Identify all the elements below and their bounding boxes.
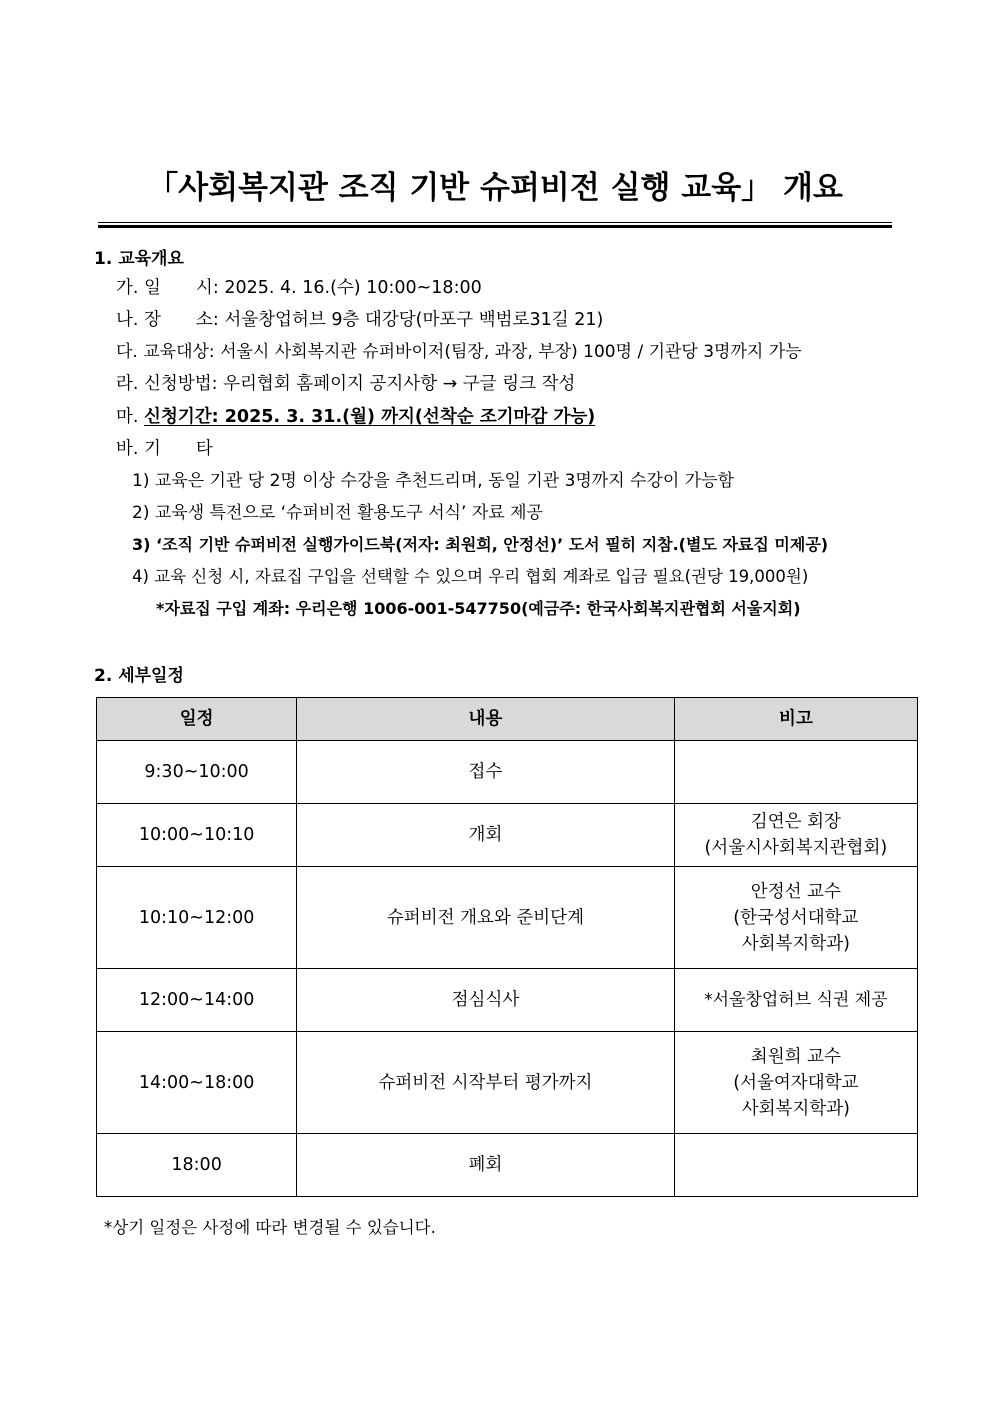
cell-content: 슈퍼비전 시작부터 평가까지: [297, 1032, 674, 1134]
page-title: 「사회복지관 조직 기반 슈퍼비전 실행 교육」 개요: [147, 170, 843, 206]
etc-item-2: 2) 교육생 특전으로 ‘슈퍼비전 활용도구 서식’ 자료 제공: [132, 503, 543, 523]
table-row: [97, 1032, 918, 1134]
table-row: [97, 867, 918, 969]
cell-note: *서울창업허브 식권 제공: [674, 969, 917, 1032]
item-value: 2025. 4. 16.(수) 10:00~18:00: [224, 278, 482, 298]
item-key: 바. 기 타: [116, 439, 213, 459]
overview-item-period: [116, 405, 595, 429]
cell-content: 접수: [297, 741, 674, 804]
section-heading-overview: 1. 교육개요: [94, 249, 184, 269]
cell-time: 12:00~14:00: [97, 969, 297, 1032]
cell-time: 14:00~18:00: [97, 1032, 297, 1134]
item-key: 다. 교육대상:: [116, 342, 215, 362]
etc-item-1: 1) 교육은 기관 당 2명 이상 수강을 추천드리며, 동일 기관 3명까지 수강이 가능함: [132, 471, 734, 491]
table-header-row: [97, 698, 918, 741]
table-row: [97, 804, 918, 867]
overview-item-date: [116, 276, 482, 300]
cell-time: 9:30~10:00: [97, 741, 297, 804]
etc-item-3: 3) ‘조직 기반 슈퍼비전 실행가이드북(저자: 최원희, 안정선)’ 도서 필히 지참.(별도 자료집 미제공): [132, 535, 829, 554]
item-key: 마.: [116, 407, 139, 427]
cell-time: 10:10~12:00: [97, 867, 297, 969]
cell-note: [674, 741, 917, 804]
table-row: [97, 741, 918, 804]
cell-content: 폐회: [297, 1134, 674, 1197]
item-key: 라. 신청방법:: [116, 374, 218, 394]
item-key: 가. 일 시:: [116, 278, 219, 298]
overview-item-method: [116, 372, 575, 396]
etc-item-4: 4) 교육 신청 시, 자료집 구입을 선택할 수 있으며 우리 협회 계좌로 입금 필요(권당 19,000원): [132, 567, 809, 586]
overview-item-place: [116, 308, 603, 332]
item-key: 나. 장 소:: [116, 310, 219, 330]
item-value: 서울창업허브 9층 대강당(마포구 백범로31길 21): [224, 310, 604, 330]
cell-time: 18:00: [97, 1134, 297, 1197]
column-header-note: 비고: [674, 698, 917, 741]
cell-note: 김연은 회장 (서울시사회복지관협회): [674, 804, 917, 867]
item-value: 우리협회 홈페이지 공지사항 → 구글 링크 작성: [223, 374, 576, 394]
section-heading-schedule: 2. 세부일정: [94, 666, 184, 686]
table-row: [97, 969, 918, 1032]
cell-time: 10:00~10:10: [97, 804, 297, 867]
schedule-table: [96, 697, 918, 1197]
cell-note: 최원희 교수 (서울여자대학교 사회복지학과): [674, 1032, 917, 1134]
account-info: *자료집 구입 계좌: 우리은행 1006-001-547750(예금주: 한국사회복지관협회 서울지회): [156, 599, 801, 618]
item-value: 신청기간: 2025. 3. 31.(월) 까지(선착순 조기마감 가능): [144, 407, 596, 427]
overview-item-target: [116, 340, 802, 364]
table-row: [97, 1134, 918, 1197]
cell-note: [674, 1134, 917, 1197]
cell-content: 슈퍼비전 개요와 준비단계: [297, 867, 674, 969]
cell-note: 안정선 교수 (한국성서대학교 사회복지학과): [674, 867, 917, 969]
overview-item-etc: [116, 437, 213, 461]
cell-content: 개회: [297, 804, 674, 867]
schedule-footnote: *상기 일정은 사정에 따라 변경될 수 있습니다.: [104, 1218, 436, 1237]
column-header-time: 일정: [97, 698, 297, 741]
item-value: 서울시 사회복지관 슈퍼바이저(팀장, 과장, 부장) 100명 / 기관당 3명까지 가능: [220, 342, 802, 362]
cell-content: 점심식사: [297, 969, 674, 1032]
title-divider: [98, 222, 892, 228]
column-header-content: 내용: [297, 698, 674, 741]
